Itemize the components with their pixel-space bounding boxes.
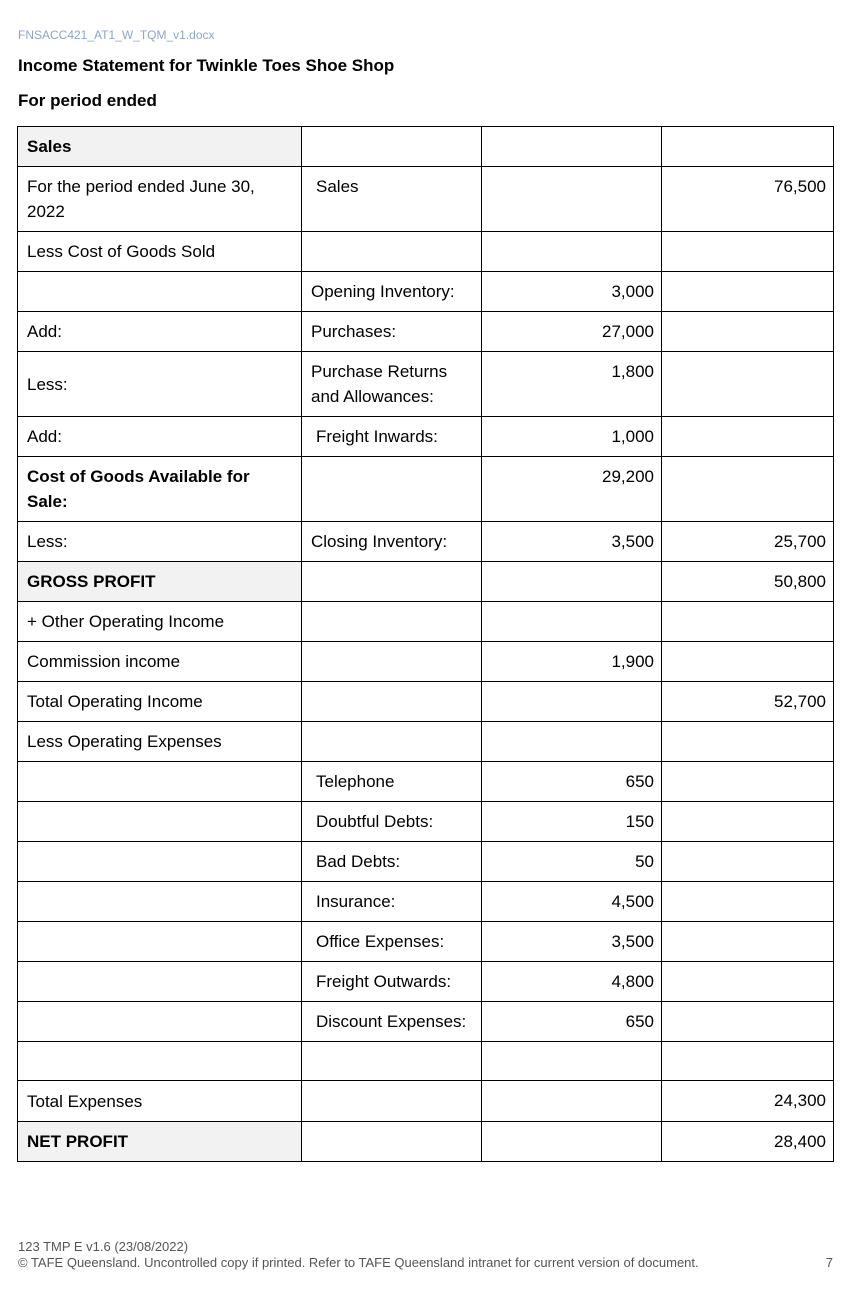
cell-label: [18, 762, 302, 802]
cell-total: [662, 762, 834, 802]
cell-description: [302, 127, 482, 167]
cell-subtotal: 150: [482, 802, 662, 842]
footer-copyright-notice: © TAFE Queensland. Uncontrolled copy if printed. Refer to TAFE Queensland intranet for current version of document.: [18, 1255, 699, 1270]
cell-subtotal: 3,500: [482, 522, 662, 562]
cell-total: [662, 882, 834, 922]
cell-subtotal: [482, 1122, 662, 1162]
cell-description: Purchase Returns and Allowances:: [302, 352, 482, 417]
cell-label: Add:: [18, 417, 302, 457]
cell-total: [662, 642, 834, 682]
cell-subtotal: [482, 562, 662, 602]
cell-label: [18, 272, 302, 312]
gross-profit-value: 50,800: [662, 562, 834, 602]
cell-total: 76,500: [662, 167, 834, 232]
cell-subtotal: 1,900: [482, 642, 662, 682]
section-heading-sales: Sales: [18, 127, 302, 167]
table-row: [18, 642, 834, 682]
cell-subtotal: [482, 722, 662, 762]
statement-title: Income Statement for Twinkle Toes Shoe Shop: [18, 56, 395, 75]
cell-subtotal: 1,000: [482, 417, 662, 457]
table-row: [18, 1042, 834, 1081]
cell-description: Doubtful Debts:: [302, 802, 482, 842]
cell-description: [302, 722, 482, 762]
table-row: [18, 127, 834, 167]
table-row: [18, 1081, 834, 1122]
table-row: [18, 842, 834, 882]
cell-subtotal: 650: [482, 762, 662, 802]
cell-total: [662, 722, 834, 762]
gross-profit-label: GROSS PROFIT: [18, 562, 302, 602]
cell-subtotal: [482, 232, 662, 272]
cell-subtotal: [482, 602, 662, 642]
cell-description: [302, 562, 482, 602]
cell-subtotal: 4,500: [482, 882, 662, 922]
cell-label: [18, 962, 302, 1002]
cell-description: Freight Outwards:: [302, 962, 482, 1002]
cell-total: [662, 602, 834, 642]
cell-description: [302, 642, 482, 682]
cell-description: [302, 232, 482, 272]
cell-total: 24,300: [662, 1081, 834, 1122]
cell-subtotal: [482, 682, 662, 722]
cell-total: 52,700: [662, 682, 834, 722]
table-row: [18, 762, 834, 802]
page-number: 7: [825, 1255, 833, 1270]
cell-label: Total Operating Income: [18, 682, 302, 722]
cell-label: [18, 1042, 302, 1081]
cell-label: Commission income: [18, 642, 302, 682]
cell-total: [662, 922, 834, 962]
cell-description: Purchases:: [302, 312, 482, 352]
cell-description: Sales: [302, 167, 482, 232]
cell-description: Office Expenses:: [302, 922, 482, 962]
cell-total: [662, 417, 834, 457]
table-row: [18, 457, 834, 522]
table-row: [18, 312, 834, 352]
cell-subtotal: [482, 167, 662, 232]
cell-subtotal: [482, 127, 662, 167]
cell-subtotal: 50: [482, 842, 662, 882]
net-profit-label: NET PROFIT: [18, 1122, 302, 1162]
cell-label: Less:: [18, 522, 302, 562]
table-row: [18, 232, 834, 272]
cell-subtotal: 1,800: [482, 352, 662, 417]
cell-subtotal: 4,800: [482, 962, 662, 1002]
cell-description: Insurance:: [302, 882, 482, 922]
net-profit-value: 28,400: [662, 1122, 834, 1162]
table-row: [18, 522, 834, 562]
cell-subtotal: 29,200: [482, 457, 662, 522]
cell-subtotal: [482, 1081, 662, 1122]
cell-label: [18, 842, 302, 882]
table-row: [18, 922, 834, 962]
table-row: [18, 1122, 834, 1162]
cell-description: Opening Inventory:: [302, 272, 482, 312]
cell-label: Less Operating Expenses: [18, 722, 302, 762]
cell-total: [662, 962, 834, 1002]
table-row: [18, 1002, 834, 1042]
cell-subtotal: 3,500: [482, 922, 662, 962]
cell-label: [18, 882, 302, 922]
cell-total: 25,700: [662, 522, 834, 562]
statement-subtitle: For period ended: [18, 91, 157, 110]
table-row: [18, 562, 834, 602]
table-row: [18, 802, 834, 842]
document-filename: FNSACC421_AT1_W_TQM_v1.docx: [18, 28, 215, 42]
cell-description: Discount Expenses:: [302, 1002, 482, 1042]
cell-subtotal: 27,000: [482, 312, 662, 352]
cell-description: [302, 1042, 482, 1081]
cell-description: [302, 602, 482, 642]
cell-label: + Other Operating Income: [18, 602, 302, 642]
footer-version: 123 TMP E v1.6 (23/08/2022): [18, 1239, 189, 1254]
cell-description: [302, 1081, 482, 1122]
table-row: [18, 722, 834, 762]
cell-label: [18, 1002, 302, 1042]
cell-label: Less Cost of Goods Sold: [18, 232, 302, 272]
cell-total: [662, 312, 834, 352]
cell-description: Bad Debts:: [302, 842, 482, 882]
cell-description: Telephone: [302, 762, 482, 802]
cell-description: [302, 457, 482, 522]
cell-label: Less:: [18, 352, 302, 417]
cell-total: [662, 127, 834, 167]
cell-description: [302, 682, 482, 722]
cell-subtotal: 650: [482, 1002, 662, 1042]
cell-total: [662, 232, 834, 272]
income-statement-table: [17, 126, 834, 1162]
cell-description: [302, 1122, 482, 1162]
cell-label: Total Expenses: [18, 1081, 302, 1122]
cell-total: [662, 457, 834, 522]
table-row: [18, 272, 834, 312]
cell-subtotal: 3,000: [482, 272, 662, 312]
table-row: [18, 417, 834, 457]
table-row: [18, 167, 834, 232]
cell-description: Closing Inventory:: [302, 522, 482, 562]
table-row: [18, 882, 834, 922]
cell-total: [662, 272, 834, 312]
cell-description: Freight Inwards:: [302, 417, 482, 457]
cell-total: [662, 352, 834, 417]
cell-total: [662, 802, 834, 842]
cell-label: [18, 802, 302, 842]
table-row: [18, 352, 834, 417]
cell-total: [662, 842, 834, 882]
cell-total: [662, 1002, 834, 1042]
table-row: [18, 962, 834, 1002]
cell-total: [662, 1042, 834, 1081]
cell-label: Cost of Goods Available for Sale:: [18, 457, 302, 522]
cell-label: For the period ended June 30, 2022: [18, 167, 302, 232]
cell-subtotal: [482, 1042, 662, 1081]
cell-label: Add:: [18, 312, 302, 352]
table-row: [18, 602, 834, 642]
table-row: [18, 682, 834, 722]
cell-label: [18, 922, 302, 962]
